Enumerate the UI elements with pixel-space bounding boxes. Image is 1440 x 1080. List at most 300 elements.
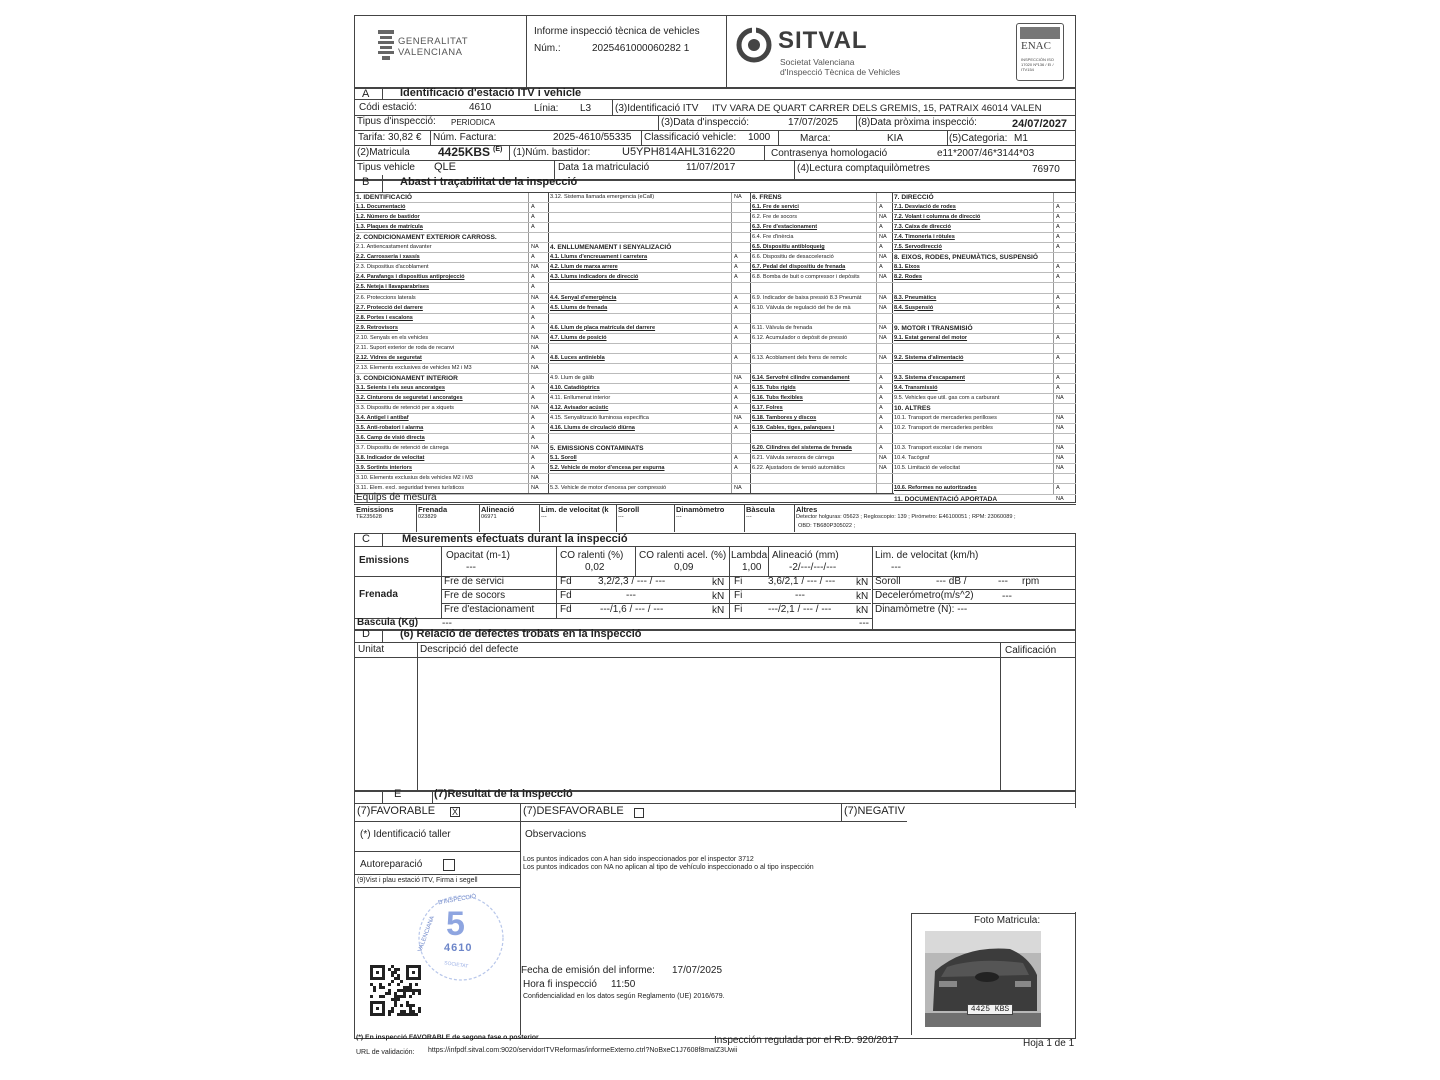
negativa-label: (7)NEGATIV: [844, 805, 905, 817]
inspection-report-sheet: [354, 15, 1076, 1065]
calificacion-header: Calificación: [1005, 645, 1057, 656]
checklist-result-3-20: A: [879, 395, 883, 401]
fd-estac-value: ---/1,6 / --- / ---: [600, 604, 664, 615]
checklist-item-4-10: 8.3. Pneumàtics: [894, 294, 937, 301]
checklist-result-4-26: NA: [1056, 455, 1064, 462]
checklist-result-4-3: A: [1056, 224, 1060, 231]
stamp-top-text: D'INSPECCIÓ: [437, 893, 477, 907]
sitval-brand: SITVAL: [778, 27, 868, 54]
checklist-result-1-6: A: [531, 254, 535, 261]
checklist-item-4-8: 8.2. Rodes: [894, 274, 922, 281]
fecha-label: Fecha de emisión del informe:: [521, 965, 655, 976]
checklist-item-3-3: 6.3. Fre d'estacionament: [752, 224, 818, 231]
checklist-item-4-18: 9.3. Sistema d'escapament: [894, 374, 965, 381]
checklist-item-2-26: 5.1. Soroll: [550, 455, 577, 462]
checklist-result-4-18: A: [1056, 374, 1060, 381]
checklist-item-2-22: 4.15. Senyalització lluminosa específica: [550, 415, 649, 422]
num-label: Núm.:: [534, 43, 561, 54]
checklist-item-2-16: 4.8. Luces antiniebla: [550, 354, 605, 361]
checklist-item-1-14: 2.10. Senyals en els vehicles: [356, 334, 429, 341]
soroll-value: --- dB /: [936, 576, 967, 587]
matricula-label: (2)Matricula: [357, 147, 410, 158]
equip-value-6: ---: [746, 514, 752, 520]
checklist-item-4-14: 9.1. Estat general del motor: [894, 334, 968, 341]
checklist-item-1-21: 3.3. Dispositiu de retenció per a xiquets: [356, 405, 454, 412]
checklist-item-1-7: 2.3. Dispositius d'acoblament: [356, 264, 429, 271]
checklist-item-2-19: 4.10. Catadiòptrics: [550, 384, 600, 391]
checklist-result-2-8: A: [734, 274, 738, 281]
limvel-value: ---: [891, 562, 901, 573]
stamp-code: 4610: [444, 942, 473, 954]
checklist-result-2-14: A: [734, 334, 738, 341]
checklist-result-4-27: NA: [1056, 465, 1064, 472]
checklist-result-2-0: NA: [734, 194, 742, 200]
checklist-item-1-25: 3.7. Dispositiu de retenció de càrrega: [356, 445, 449, 452]
checklist-item-2-10: 4.4. Senyal d'emergència: [550, 294, 617, 301]
checklist-result-1-26: A: [531, 455, 535, 462]
checklist-item-2-29: 5.3. Vehicle de motor d'encesa per compressió: [550, 485, 667, 492]
checklist-result-1-10: NA: [531, 294, 539, 301]
checklist-result-1-13: A: [531, 324, 535, 331]
checklist-result-3-22: A: [879, 415, 883, 422]
equip-header-7: Altres: [796, 505, 818, 514]
checklist-result-1-3: A: [531, 224, 535, 231]
enac-sub: INSPECCIÓN ISO 17020 Nº136 / EI / ITV154: [1021, 57, 1054, 72]
fre-socors-label: Fre de socors: [444, 590, 506, 601]
checklist-result-4-20: NA: [1056, 395, 1064, 401]
bastidor-value: U5YPH814AHL316220: [622, 146, 736, 158]
checklist-item-4-26: 10.4. Tacògraf: [894, 455, 930, 462]
checklist-item-2-7: 4.2. Llum de marxa arrere: [550, 264, 618, 271]
favorable-checkbox[interactable]: X: [451, 807, 458, 817]
checklist-item-4-19: 9.4. Transmissió: [894, 384, 938, 391]
favorable-label: (7)FAVORABLE: [357, 805, 436, 817]
data-value: 17/07/2025: [788, 117, 839, 128]
checklist-item-3-19: 6.15. Tubs rígids: [752, 384, 796, 391]
ident-value: ITV VARA DE QUART CARRER DELS GREMIS, 15, PATRAIX 46014 VALEN: [712, 103, 1042, 114]
checklist-item-1-1: 1.1. Documentació: [356, 204, 406, 211]
decel-label: Decelerómetro(m/s^2): [875, 590, 974, 601]
enac-badge: [1016, 23, 1064, 81]
doc-title: Informe inspecció tècnica de vehicles: [534, 26, 700, 37]
tipus-value: PERIODICA: [451, 118, 496, 127]
lambda-value: 1,00: [742, 562, 762, 573]
vist-label: (9)Vist i plau estació ITV, Firma i segell: [357, 877, 478, 884]
tipus-vehicle-label: Tipus vehicle: [357, 162, 415, 173]
checklist-item-2-8: 4.3. Llums indicadors de direcció: [550, 274, 639, 281]
desfavorable-checkbox[interactable]: [634, 808, 644, 818]
checklist-item-3-23: 6.19. Cables, tiges, palanques i: [752, 425, 835, 432]
checklist-item-2-5: 4. ENLLUMENAMENT I SENYALIZACIÓ: [550, 244, 672, 252]
factura-label: Núm. Factura:: [433, 132, 497, 143]
co-acel-value: 0,09: [674, 562, 694, 573]
section-c-title: Mesurements efectuats durant la inspecció: [402, 533, 628, 545]
checklist-result-3-11: NA: [879, 304, 887, 311]
checklist-result-1-20: A: [531, 395, 535, 401]
generalitat-logo: [374, 29, 524, 75]
fd-servici-value: 3,2/2,3 / --- / ---: [598, 576, 666, 587]
fi-servici-label: Fi: [734, 576, 743, 587]
marca-label: Marca:: [800, 133, 831, 144]
checklist-result-2-13: A: [734, 324, 738, 331]
equip-value-2: 06971: [481, 514, 497, 520]
checklist-result-1-1: A: [531, 204, 535, 211]
factura-value: 2025-4610/55335: [553, 132, 632, 143]
checklist-result-3-7: A: [879, 264, 883, 271]
fd-estac-label: Fd: [560, 604, 572, 615]
stamp-number: 5: [446, 905, 465, 943]
footer-note: (*) En inspecció FAVORABLE de segona fase o posterior: [356, 1034, 539, 1041]
checklist-result-1-17: NA: [531, 364, 539, 371]
checklist-result-4-16: A: [1056, 354, 1060, 361]
checklist-item-4-4: 7.4. Timoneria i ròtules: [894, 234, 955, 241]
desfavorable-label: (7)DESFAVORABLE: [523, 805, 624, 817]
unitat-header: Unitat: [358, 644, 385, 655]
checklist-item-3-14: 6.12. Acumulador o depòsit de pressió: [752, 334, 848, 341]
checklist-result-2-18: NA: [734, 374, 742, 381]
checklist-result-3-2: NA: [879, 214, 887, 221]
checklist-result-1-16: A: [531, 354, 535, 361]
checklist-item-3-0: 6. FRENS: [752, 194, 782, 201]
checklist-item-3-5: 6.5. Dispositiu antibloqueig: [752, 244, 825, 251]
fd-servici-unit: kN: [712, 577, 725, 588]
section-b-title: Abast i traçabilitat de la inspecció: [400, 176, 578, 188]
checklist-result-4-11: A: [1056, 304, 1060, 311]
section-a-letter: A: [362, 88, 370, 100]
categoria-label: (5)Categoria:: [949, 133, 1008, 144]
checklist-result-4-23: NA: [1056, 425, 1064, 432]
proxima-value: 24/07/2027: [1012, 118, 1068, 130]
fd-socors-label: Fd: [560, 590, 572, 601]
checklist-item-3-18: 6.14. Servofré cilindre comandament: [752, 374, 850, 381]
stamp-bottom-text: SOCIETAT: [443, 960, 469, 970]
alineacio-value: -2/---/---/---: [789, 562, 837, 573]
hora-value: 11:50: [611, 979, 636, 990]
equip-header-6: Bàscula: [746, 505, 775, 514]
generalitat-line2: VALENCIANA: [398, 47, 463, 58]
soroll-label: Soroll: [875, 576, 901, 587]
opacitat-value: ---: [466, 562, 476, 573]
checklist-item-2-13: 4.6. Llum de placa matrícula del darrere: [550, 324, 656, 331]
checklist-item-1-3: 1.3. Plaques de matrícula: [356, 224, 423, 231]
equips-title: Equips de mesura: [356, 492, 437, 503]
checklist-item-1-11: 2.7. Protecció del darrere: [356, 304, 423, 311]
section-e-letter: E: [394, 788, 402, 800]
redacted-area: [907, 808, 1076, 912]
checklist-item-1-18: 3. CONDICIONAMENT INTERIOR: [356, 374, 458, 382]
station-stamp: [416, 893, 506, 983]
checklist-result-3-6: NA: [879, 254, 887, 261]
checklist-item-2-14: 4.7. Llums de posició: [550, 334, 607, 341]
checklist-result-4-1: A: [1056, 204, 1060, 211]
equip-header-4: Soroll: [618, 505, 640, 514]
checklist-item-3-25: 6.20. Cilindres del sistema de frenada: [752, 445, 852, 452]
codi-value: 4610: [469, 102, 492, 113]
codi-label: Códi estació:: [359, 102, 417, 113]
proxima-label: (8)Data pròxima inspecció:: [858, 117, 977, 128]
checklist-result-3-5: A: [879, 244, 883, 251]
equip-header-2: Alineació: [481, 505, 515, 514]
checklist-result-3-13: NA: [879, 324, 887, 331]
checklist-item-3-26: 6.21. Vàlvula sensora de càrrega: [752, 455, 835, 462]
checklist-item-1-26: 3.8. Indicador de velocitat: [356, 455, 425, 462]
checklist-item-3-6: 6.6. Dispositiu de desacceleració: [752, 254, 834, 261]
section-e-title: (7)Resultat de la inspecció: [434, 788, 573, 800]
sitval-sub1: Societat Valenciana: [780, 57, 855, 67]
checklist-result-1-9: A: [531, 284, 535, 291]
checklist-item-4-2: 7.2. Volant i columna de direcció: [894, 214, 981, 221]
checklist-result-3-3: A: [879, 224, 883, 231]
foto-label: Foto Matricula:: [974, 915, 1041, 926]
emissions-label: Emissions: [359, 555, 410, 566]
alineacio-header: Alineació (mm): [772, 550, 839, 561]
generalitat-crest-icon: [376, 29, 396, 61]
marca-value: KIA: [887, 133, 904, 144]
checklist-item-2-27: 5.2. Vehicle de motor d'encesa per espurna: [550, 465, 665, 472]
plate-photo: [925, 931, 1041, 1027]
checklist-result-4-4: A: [1056, 234, 1060, 241]
checklist-item-3-13: 6.11. Vàlvula de frenada: [752, 324, 813, 331]
equip-value-1: 023829: [418, 514, 437, 520]
bastidor-label: (1)Núm. bastidor:: [513, 147, 591, 158]
checklist-result-1-23: A: [531, 425, 535, 432]
tarifa: Tarifa: 30,82 €: [358, 132, 422, 143]
checklist-item-1-19: 3.1. Seients i els seus ancoratges: [356, 384, 445, 391]
fi-servici-unit: kN: [856, 577, 869, 588]
categoria-value: M1: [1014, 133, 1028, 144]
co-ralenti-value: 0,02: [585, 562, 605, 573]
checklist-result-1-25: NA: [531, 445, 539, 452]
checklist-item-4-29: 10.6. Reformes no autoritzades: [894, 485, 977, 492]
equip-value-4: ---: [618, 514, 624, 520]
checklist-result-1-11: A: [531, 304, 535, 311]
equip-value-0: TE235628: [356, 514, 382, 520]
checklist-result-3-27: NA: [879, 465, 887, 472]
checklist-result-4-7: A: [1056, 264, 1060, 271]
opacitat-header: Opacitat (m-1): [446, 550, 510, 561]
obs-line-2: Los puntos indicados con NA no aplican al tipo de vehículo inspeccionado o al tipo inspección: [523, 864, 814, 871]
equip-header-1: Frenada: [418, 505, 448, 514]
dinam-label: Dinamòmetre (N): ---: [875, 604, 968, 615]
equip-extra: OBD: TB680P305022 ;: [798, 523, 856, 529]
checklist-item-1-9: 2.5. Neteja i llavaparabrises: [356, 284, 430, 291]
checklist-result-1-12: A: [531, 314, 535, 321]
checklist-item-4-21: 10. ALTRES: [894, 405, 931, 413]
checklist-item-1-10: 2.6. Proteccions laterals: [356, 294, 416, 301]
section-a-title: Identificació d'estació ITV i vehicle: [400, 87, 582, 99]
checklist-result-2-27: A: [734, 465, 738, 472]
checklist-result-2-29: NA: [734, 485, 742, 492]
checklist-item-1-17: 2.13. Elements exclusives de vehicles M2 i M3: [356, 364, 472, 371]
checklist-item-1-13: 2.9. Retrovisors: [356, 324, 398, 331]
checklist-result-4-10: A: [1056, 294, 1060, 301]
contrasenya-label: Contrasenya homologació: [771, 148, 888, 159]
checklist-result-1-29: NA: [531, 485, 539, 492]
checklist-item-2-20: 4.11. Enllumenat interior: [550, 395, 611, 401]
checklist-result-4-2: A: [1056, 214, 1060, 221]
checklist-result-2-11: A: [734, 304, 738, 311]
checklist-item-3-1: 6.1. Fre de servici: [752, 204, 799, 211]
checklist-item-2-18: 4.9. Llum de gàlib: [550, 374, 595, 381]
sitval-sub2: d'Inspecció Tècnica de Vehicles: [780, 67, 901, 77]
checklist-item-4-11: 8.4. Suspensió: [894, 304, 934, 311]
data1-value: 11/07/2017: [686, 162, 736, 173]
checklist-item-2-0: 3.12. Sistema llamada emergencia (eCall): [550, 194, 655, 200]
bascula-value: ---: [442, 618, 452, 629]
confid-text: Confidencialidad en los datos según Reglamento (UE) 2016/679.: [523, 993, 725, 1000]
stamp-left-text: VALENCIANA: [417, 915, 437, 953]
checklist-result-3-25: A: [879, 445, 883, 452]
checklist-result-1-14: NA: [531, 334, 539, 341]
equip-value-3: ---: [541, 514, 547, 520]
checklist-result-4-30: NA: [1056, 495, 1064, 502]
linia-value: L3: [580, 103, 592, 114]
license-plate: 4425 KBS: [967, 1004, 1013, 1015]
checklist-item-1-15: 2.11. Suport exterior de roda de recanvi: [356, 344, 455, 351]
fd-socors-value: ---: [626, 590, 636, 601]
checklist-result-3-21: A: [879, 405, 883, 412]
checklist-result-3-14: NA: [879, 334, 887, 341]
page-indicator: Hoja 1 de 1: [1023, 1038, 1075, 1049]
checklist-result-3-4: NA: [879, 234, 887, 241]
equip-header-0: Emissions: [356, 505, 394, 514]
fi-servici-value: 3,6/2,1 / --- / ---: [768, 576, 836, 587]
checklist-result-4-5: A: [1056, 244, 1060, 251]
enac-text: ENAC: [1021, 40, 1051, 52]
checklist-result-2-7: A: [734, 264, 738, 271]
checklist-item-1-28: 3.10. Elements exclusius dels vehicles M2 i M3: [356, 475, 473, 482]
checklist-result-4-25: NA: [1056, 445, 1064, 452]
checklist-item-4-1: 7.1. Desviació de rodes: [894, 204, 956, 211]
rpm-value: ---: [998, 576, 1008, 587]
frenada-label: Frenada: [359, 589, 398, 600]
limvel-header: Lim. de velocitat (km/h): [875, 550, 979, 561]
checklist-item-4-25: 10.3. Transport escolar i de menors: [894, 445, 982, 452]
qr-code: [370, 965, 422, 1017]
checklist-item-4-13: 9. MOTOR I TRANSMISIÓ: [894, 324, 973, 332]
checklist-item-1-0: 1. IDENTIFICACIÓ: [356, 194, 413, 201]
matricula-sup: (E): [493, 146, 503, 153]
ident-label: (3)Identificació ITV: [615, 103, 699, 114]
checklist-result-1-15: NA: [531, 344, 539, 351]
checklist-result-1-24: A: [531, 435, 535, 442]
checklist-item-3-20: 6.16. Tubs flexibles: [752, 395, 803, 401]
checklist-item-1-4: 2. CONDICIONAMENT EXTERIOR CARROSS.: [356, 234, 497, 242]
num-value: 2025461000060282 1: [592, 43, 690, 54]
checklist-item-2-11: 4.5. Llums de frenada: [550, 304, 608, 311]
checklist-item-1-24: 3.6. Camp de visió directa: [356, 435, 425, 442]
checklist-item-3-7: 6.7. Pedal del dispositiu de frenada: [752, 264, 846, 271]
checklist-result-1-5: NA: [531, 244, 539, 251]
validation-url[interactable]: https://infpdf.sitval.com:9020/servidorITVReformas/informeExterno.ctrl?NoBxeC1J7608f8maIZ3Uwii: [428, 1047, 738, 1054]
checklist-result-2-20: A: [734, 395, 738, 401]
fre-estac-label: Fre d'estacionament: [444, 604, 535, 615]
checklist-item-4-20: 9.5. Vehicles que util. gas com a carburant: [894, 395, 1000, 401]
checklist-item-4-30: 11. DOCUMENTACIÓ APORTADA: [894, 495, 998, 503]
checklist-result-2-16: A: [734, 354, 738, 361]
lambda-header: Lambda: [731, 550, 768, 561]
checklist-item-1-5: 2.1. Antiencastament davanter: [356, 244, 432, 251]
fd-servici-label: Fd: [560, 576, 572, 587]
checklist-result-2-23: A: [734, 425, 738, 432]
checklist-item-3-8: 6.8. Bomba de buit o compressor i depòsits: [752, 274, 860, 281]
linia-label: Línia:: [534, 103, 559, 114]
equip-value-5: ---: [676, 514, 682, 520]
observaciones-label: Observacions: [525, 829, 587, 840]
section-d-letter: D: [362, 628, 370, 640]
checklist-item-4-7: 8.1. Eixos: [894, 264, 920, 271]
checklist-item-1-22: 3.4. Antigel i antibaf: [356, 415, 409, 422]
checklist-item-1-20: 3.2. Cinturons de seguretat i ancoratges: [356, 395, 463, 401]
checklist-item-3-10: 6.9. Indicador de baixa pressió 8.3 Pneumàt: [752, 294, 862, 301]
generalitat-line1: GENERALITAT: [398, 36, 469, 47]
regulada-text: Inspección regulada por el R.D. 920/2017: [714, 1035, 899, 1046]
checklist-item-2-21: 4.12. Avisador acústic: [550, 405, 609, 412]
fre-servici-label: Fre de servici: [444, 576, 505, 587]
equip-header-5: Dinamòmetro: [676, 505, 725, 514]
checklist-result-3-10: NA: [879, 294, 887, 301]
fi-socors-unit: kN: [856, 591, 869, 602]
checklist-item-2-6: 4.1. Llums d'encreuament i carretera: [550, 254, 648, 261]
checklist-result-4-29: A: [1056, 485, 1060, 492]
checklist-item-4-27: 10.5. Limitació de velocitat: [894, 465, 960, 472]
fd-estac-unit: kN: [712, 605, 725, 616]
obs-line-1: Los puntos indicados con A han sido inspeccionados por el inspector 3712: [523, 856, 754, 863]
checklist-item-3-22: 6.18. Tambores y discos: [752, 415, 817, 422]
bascula-value2: ---: [859, 618, 869, 629]
checklist-result-2-21: A: [734, 405, 738, 412]
sitval-logo: [736, 25, 936, 81]
checklist-item-3-11: 6.10. Vàlvula de regulació del fre de mà: [752, 304, 851, 311]
url-label: URL de validación:: [356, 1049, 415, 1056]
fi-estac-label: Fi: [734, 604, 743, 615]
checklist-item-1-8: 2.4. Parafangs i dispositius antiprojecció: [356, 274, 465, 281]
checklist-item-4-23: 10.2. Transport de mercaderies peribles: [894, 425, 993, 432]
checklist-item-2-23: 4.16. Llums de circulació diürna: [550, 425, 635, 432]
autoreparacio-label: Autoreparació: [360, 859, 423, 870]
equip-value-7: Detector holguras: 05623 ; Regloscopio: 139 ; Pirómetro: E46100051 ; RPM: 23060089 ;: [796, 514, 1016, 520]
checklist-result-4-19: A: [1056, 384, 1060, 391]
checklist-result-4-14: A: [1056, 334, 1060, 341]
checklist-result-1-28: NA: [531, 475, 539, 482]
checklist-item-4-22: 10.1. Transport de mercaderies perilloses: [894, 415, 997, 422]
checklist-item-3-16: 6.13. Acoblament dels frens de remolc: [752, 354, 848, 361]
checklist-result-3-16: NA: [879, 354, 887, 361]
checklist-result-2-19: A: [734, 384, 738, 391]
section-b-letter: B: [362, 176, 370, 188]
bascula-label: Bascula (Kg): [357, 617, 419, 628]
checklist-item-3-27: 6.22. Ajustadors de tensió automàtics: [752, 465, 845, 472]
checklist-result-3-18: A: [879, 374, 883, 381]
data1-label: Data 1a matriculació: [558, 162, 650, 173]
measuring-equipment: [354, 505, 1076, 535]
fi-estac-value: ---/2,1 / --- / ---: [768, 604, 832, 615]
section-c-letter: C: [362, 533, 370, 545]
classif-label: Classificació vehicle:: [644, 132, 737, 143]
hora-label: Hora fi inspecció: [523, 979, 597, 990]
autoreparacio-checkbox[interactable]: [443, 859, 455, 871]
checklist-item-1-29: 3.11. Elem. excl. seguridad trenes turísticos: [356, 485, 465, 492]
checklist-item-1-16: 2.12. Vidres de seguretat: [356, 354, 422, 361]
co-ralenti-header: CO ralenti (%): [560, 550, 624, 561]
sitval-mark-icon: [736, 27, 772, 63]
checklist-result-3-8: NA: [879, 274, 887, 281]
checklist-result-1-7: NA: [531, 264, 539, 271]
checklist-result-1-19: A: [531, 384, 535, 391]
section-d-title: (6) Relació de defectes trobats en la inspecció: [400, 628, 642, 640]
decel-value: ---: [1002, 591, 1012, 602]
rpm-label: rpm: [1022, 576, 1040, 587]
